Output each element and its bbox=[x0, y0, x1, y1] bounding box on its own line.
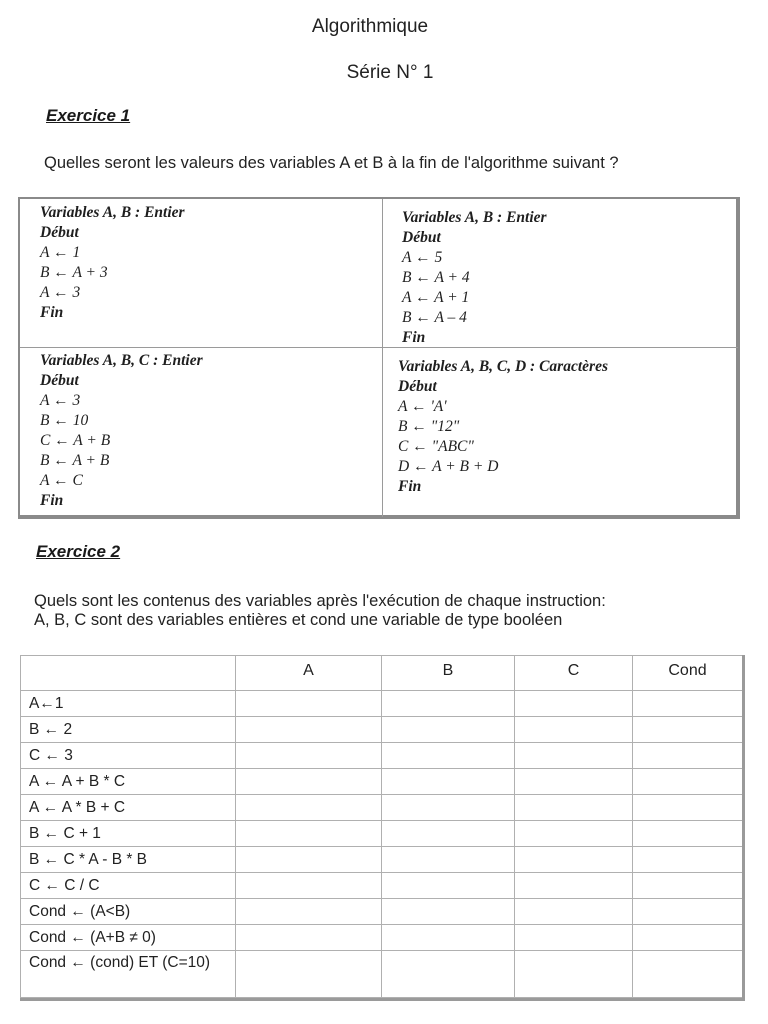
algorithm-line: Début bbox=[402, 229, 441, 246]
table-row bbox=[21, 951, 743, 998]
algorithm-line: B ← A + 4 bbox=[402, 269, 470, 286]
value-cell-b[interactable] bbox=[382, 717, 515, 743]
value-cell-a[interactable] bbox=[236, 717, 382, 743]
algorithm-line: A ← 5 bbox=[402, 249, 443, 266]
column-header-b: B bbox=[382, 656, 515, 691]
algorithm-line: Variables A, B, C : Entier bbox=[40, 352, 203, 369]
value-cell-c[interactable] bbox=[515, 847, 633, 873]
value-cell-c[interactable] bbox=[515, 925, 633, 951]
value-cell-b[interactable] bbox=[382, 795, 515, 821]
algorithm-line: Fin bbox=[40, 304, 64, 321]
value-cell-b[interactable] bbox=[382, 899, 515, 925]
algorithm-line: A ← C bbox=[40, 472, 83, 489]
value-cell-c[interactable] bbox=[515, 743, 633, 769]
algorithm-line: B ← "12" bbox=[398, 418, 460, 435]
value-cell-c[interactable] bbox=[515, 821, 633, 847]
value-cell-a[interactable] bbox=[236, 847, 382, 873]
instruction-cell: A←1 bbox=[21, 691, 236, 717]
algorithm-line: D ← A + B + D bbox=[398, 458, 499, 475]
value-cell-b[interactable] bbox=[382, 951, 515, 998]
value-cell-b[interactable] bbox=[382, 847, 515, 873]
algorithm-line: Variables A, B, C, D : Caractères bbox=[398, 358, 608, 375]
algorithm-line: Début bbox=[398, 378, 437, 395]
algorithm-line: B ← A + B bbox=[40, 452, 110, 469]
value-cell-a[interactable] bbox=[236, 769, 382, 795]
table-row bbox=[21, 691, 743, 717]
column-header-instruction bbox=[21, 656, 236, 691]
value-cell-c[interactable] bbox=[515, 691, 633, 717]
table-row bbox=[21, 925, 743, 951]
value-cell-a[interactable] bbox=[236, 691, 382, 717]
value-cell-b[interactable] bbox=[382, 769, 515, 795]
exercise-1-question: Quelles seront les valeurs des variables A et B à la fin de l'algorithme suivant ? bbox=[44, 154, 619, 172]
value-cell-c[interactable] bbox=[515, 795, 633, 821]
exercise-2-question-line-1: Quels sont les contenus des variables après l'exécution de chaque instruction: bbox=[34, 592, 606, 610]
value-cell-b[interactable] bbox=[382, 691, 515, 717]
algorithm-line: B ← A + 3 bbox=[40, 264, 108, 281]
table-shadow-bottom bbox=[20, 998, 745, 1001]
column-header-c: C bbox=[515, 656, 633, 691]
value-cell-a[interactable] bbox=[236, 951, 382, 998]
value-cell-a[interactable] bbox=[236, 899, 382, 925]
value-cell-cond[interactable] bbox=[633, 769, 743, 795]
series-title: Série N° 1 bbox=[346, 62, 434, 83]
table-row bbox=[21, 795, 743, 821]
variables-table bbox=[20, 655, 743, 998]
value-cell-a[interactable] bbox=[236, 743, 382, 769]
algorithm-line: B ← 10 bbox=[40, 412, 89, 429]
instruction-cell: A ← A * B + C bbox=[21, 795, 236, 821]
column-header-a: A bbox=[236, 656, 382, 691]
value-cell-cond[interactable] bbox=[633, 743, 743, 769]
value-cell-a[interactable] bbox=[236, 873, 382, 899]
algorithm-line: A ← 'A' bbox=[398, 398, 447, 415]
algorithm-line: A ← 3 bbox=[40, 392, 81, 409]
table-row bbox=[21, 821, 743, 847]
algorithm-line: Variables A, B : Entier bbox=[402, 209, 547, 226]
table-row bbox=[21, 769, 743, 795]
value-cell-cond[interactable] bbox=[633, 899, 743, 925]
instruction-cell: C ← C / C bbox=[21, 873, 236, 899]
value-cell-cond[interactable] bbox=[633, 795, 743, 821]
value-cell-cond[interactable] bbox=[633, 873, 743, 899]
value-cell-a[interactable] bbox=[236, 925, 382, 951]
value-cell-c[interactable] bbox=[515, 951, 633, 998]
algorithm-line: A ← 3 bbox=[40, 284, 81, 301]
value-cell-c[interactable] bbox=[515, 769, 633, 795]
instruction-cell: A ← A + B * C bbox=[21, 769, 236, 795]
column-header-cond: Cond bbox=[633, 656, 743, 691]
exercise-1-heading: Exercice 1 bbox=[46, 106, 131, 125]
algorithm-line: A ← 1 bbox=[40, 244, 81, 261]
instruction-cell: Cond ← (A<B) bbox=[21, 899, 236, 925]
value-cell-cond[interactable] bbox=[633, 925, 743, 951]
instruction-cell: Cond ← (cond) ET (C=10) bbox=[21, 951, 236, 998]
value-cell-cond[interactable] bbox=[633, 847, 743, 873]
value-cell-b[interactable] bbox=[382, 743, 515, 769]
algorithm-line: A ← A + 1 bbox=[402, 289, 470, 306]
instruction-cell: C ← 3 bbox=[21, 743, 236, 769]
table-row bbox=[21, 899, 743, 925]
table-header-row bbox=[21, 656, 743, 691]
table-row bbox=[21, 847, 743, 873]
value-cell-c[interactable] bbox=[515, 899, 633, 925]
value-cell-a[interactable] bbox=[236, 795, 382, 821]
instruction-cell: Cond ← (A+B ≠ 0) bbox=[21, 925, 236, 951]
value-cell-c[interactable] bbox=[515, 717, 633, 743]
algorithm-line: C ← A + B bbox=[40, 432, 111, 449]
document-title: Algorithmique bbox=[311, 16, 429, 37]
algorithm-1 bbox=[20, 199, 382, 347]
algorithm-line: Fin bbox=[40, 492, 64, 509]
algorithm-line: Variables A, B : Entier bbox=[40, 204, 185, 221]
algorithm-3 bbox=[20, 347, 382, 517]
algorithm-4 bbox=[378, 353, 738, 517]
exercise-2-heading: Exercice 2 bbox=[36, 542, 121, 561]
instruction-cell: B ← C + 1 bbox=[21, 821, 236, 847]
exercise-2-question-line-2: A, B, C sont des variables entières et cond une variable de type booléen bbox=[34, 611, 563, 629]
algorithm-line: Début bbox=[40, 372, 79, 389]
value-cell-cond[interactable] bbox=[633, 691, 743, 717]
algorithm-line: B ← A – 4 bbox=[402, 309, 467, 326]
instruction-cell: B ← C * A - B * B bbox=[21, 847, 236, 873]
algorithm-line: Fin bbox=[402, 329, 426, 346]
value-cell-c[interactable] bbox=[515, 873, 633, 899]
table-row bbox=[21, 743, 743, 769]
value-cell-b[interactable] bbox=[382, 925, 515, 951]
instruction-cell: B ← 2 bbox=[21, 717, 236, 743]
value-cell-a[interactable] bbox=[236, 821, 382, 847]
table-row bbox=[21, 717, 743, 743]
value-cell-cond[interactable] bbox=[633, 951, 743, 998]
value-cell-b[interactable] bbox=[382, 873, 515, 899]
value-cell-cond[interactable] bbox=[633, 717, 743, 743]
table-shadow-right bbox=[742, 655, 745, 1000]
algorithm-line: C ← "ABC" bbox=[398, 438, 474, 455]
value-cell-b[interactable] bbox=[382, 821, 515, 847]
algorithm-line: Fin bbox=[398, 478, 422, 495]
algorithm-2 bbox=[382, 204, 738, 347]
exercise-1-algorithms-grid bbox=[18, 197, 740, 519]
value-cell-cond[interactable] bbox=[633, 821, 743, 847]
table-row bbox=[21, 873, 743, 899]
algorithm-line: Début bbox=[40, 224, 79, 241]
